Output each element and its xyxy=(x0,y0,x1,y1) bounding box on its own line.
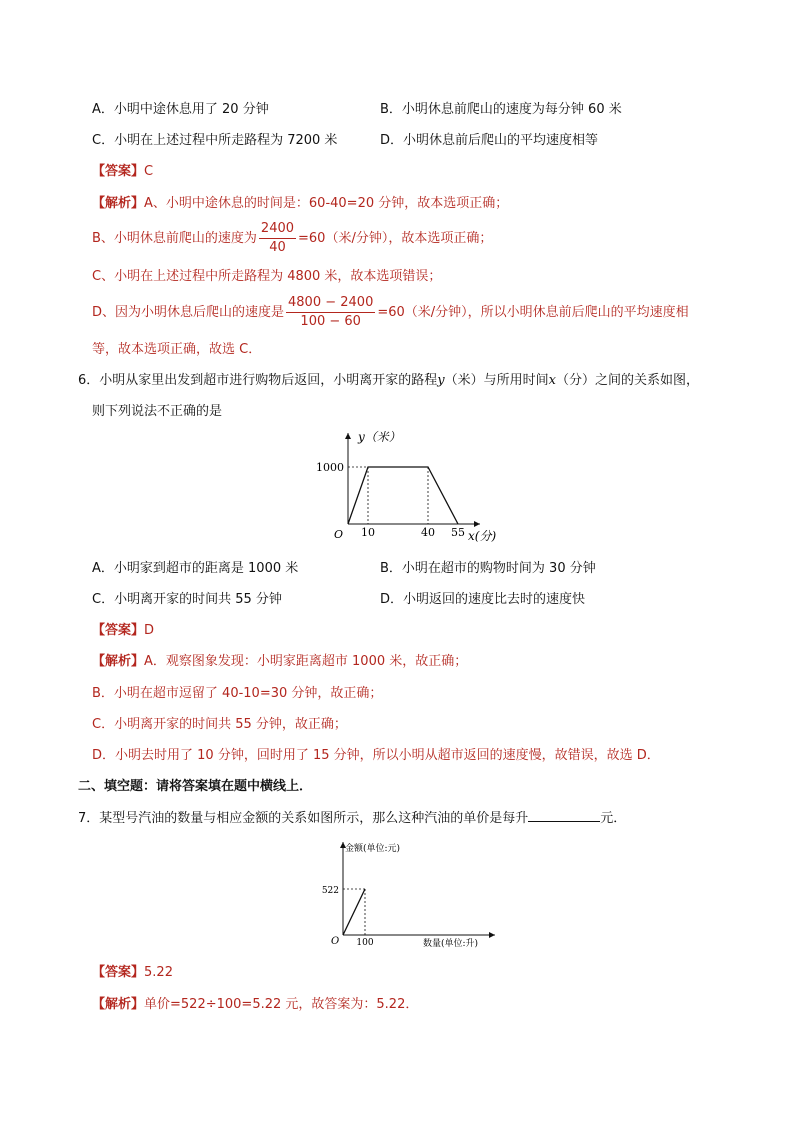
q5-analysis-d-cont: 等，故本选项正确，故选 C． xyxy=(92,342,262,357)
q6-option-c: C．小明离开家的时间共 55 分钟 xyxy=(92,592,282,607)
x-axis-label: x(分) xyxy=(468,529,497,543)
fraction-denominator: 40 xyxy=(269,240,286,255)
x-tick-label: 55 xyxy=(451,526,465,539)
analysis-label: 【解析】 xyxy=(92,997,145,1012)
q6-stem xyxy=(78,372,699,390)
answer-value: D xyxy=(144,623,155,638)
stem-text: （分）之间的关系如图， xyxy=(556,373,700,388)
q5-analysis-c: C、小明在上述过程中所走路程为 4800 米，故本选项错误； xyxy=(92,269,442,284)
answer-value: 5.22 xyxy=(144,965,173,980)
q7-answer xyxy=(92,964,173,982)
q5-answer xyxy=(92,163,153,181)
q6-stem-line2: 则下列说法不正确的是 xyxy=(92,404,223,419)
analysis-text: D、因为小明休息后爬山的速度是 xyxy=(92,305,285,320)
q5-option-c: C．小明在上述过程中所走路程为 7200 米 xyxy=(92,133,338,148)
series-line xyxy=(343,889,365,935)
answer-label: 【答案】 xyxy=(92,965,145,980)
stem-text: （米）与所用时间 xyxy=(444,373,549,388)
stem-text: 6．小明从家里出发到超市进行购物后返回，小明离开家的路程 xyxy=(78,373,438,388)
analysis-text: =60（米/分钟），所以小明休息前后爬山的平均速度相 xyxy=(377,305,689,320)
q5-analysis-b xyxy=(92,220,492,257)
q6-option-a: A．小明家到超市的距离是 1000 米 xyxy=(92,561,299,576)
answer-value: C xyxy=(144,164,154,179)
analysis-text: =60（米/分钟），故本选项正确； xyxy=(298,231,493,246)
q7-price-chart xyxy=(305,838,505,953)
analysis-text: B、小明休息前爬山的速度为 xyxy=(92,231,257,246)
q5-option-a: A．小明中途休息用了 20 分钟 xyxy=(92,102,269,117)
fraction xyxy=(286,294,375,331)
stem-variable: x xyxy=(548,373,556,388)
x-tick-label: 10 xyxy=(361,526,375,539)
q6-analysis-a xyxy=(92,653,467,671)
fraction xyxy=(259,220,296,257)
fraction-denominator: 100 − 60 xyxy=(300,314,361,329)
analysis-text: A．观察图象发现：小明家距离超市 1000 米，故正确； xyxy=(144,654,468,669)
q6-distance-time-chart xyxy=(300,425,500,550)
q7-analysis xyxy=(92,996,418,1014)
q6-option-d: D．小明返回的速度比去时的速度快 xyxy=(380,592,586,607)
q6-answer xyxy=(92,622,154,640)
answer-blank[interactable] xyxy=(528,809,600,822)
q6-option-b: B．小明在超市的购物时间为 30 分钟 xyxy=(380,561,596,576)
q7-stem xyxy=(78,809,626,828)
y-tick-label: 1000 xyxy=(316,461,344,474)
analysis-label: 【解析】 xyxy=(92,196,145,211)
q5-analysis-d xyxy=(92,294,689,331)
stem-text: 7．某型号汽油的数量与相应金额的关系如图所示，那么这种汽油的单价是每升 xyxy=(78,811,529,826)
q6-analysis-b: B．小明在超市逗留了 40-10=30 分钟，故正确； xyxy=(92,686,383,701)
y-axis-label: y（米） xyxy=(358,430,401,444)
analysis-text: 单价=522÷100=5.22 元，故答案为：5.22． xyxy=(144,997,419,1012)
analysis-text: A、小明中途休息的时间是：60-40=20 分钟，故本选项正确； xyxy=(144,196,509,211)
y-axis-label: 金额(单位:元) xyxy=(345,844,401,854)
stem-text: 元． xyxy=(600,811,627,826)
x-tick-label: 40 xyxy=(421,526,435,539)
q5-analysis-a xyxy=(92,195,508,213)
x-tick-label: 100 xyxy=(356,938,374,948)
origin-label: O xyxy=(334,528,344,541)
answer-label: 【答案】 xyxy=(92,164,145,179)
fraction-numerator: 2400 xyxy=(259,220,296,239)
stem-variable: y xyxy=(437,373,445,388)
series-line xyxy=(348,467,458,524)
q5-option-d: D．小明休息前后爬山的平均速度相等 xyxy=(380,133,599,148)
analysis-label: 【解析】 xyxy=(92,654,145,669)
q6-analysis-d: D．小明去时用了 10 分钟，回时用了 15 分钟，所以小明从超市返回的速度慢，故错误，故选 D． xyxy=(92,748,660,763)
y-tick-label: 522 xyxy=(321,886,339,896)
q6-analysis-c: C．小明离开家的时间共 55 分钟，故正确； xyxy=(92,717,347,732)
answer-label: 【答案】 xyxy=(92,623,145,638)
section-heading: 二、填空题：请将答案填在题中横线上． xyxy=(78,779,313,794)
fraction-numerator: 4800 − 2400 xyxy=(286,294,375,313)
q5-option-b: B．小明休息前爬山的速度为每分钟 60 米 xyxy=(380,102,622,117)
origin-label: O xyxy=(331,936,340,947)
x-axis-label: 数量(单位:升) xyxy=(423,939,479,949)
